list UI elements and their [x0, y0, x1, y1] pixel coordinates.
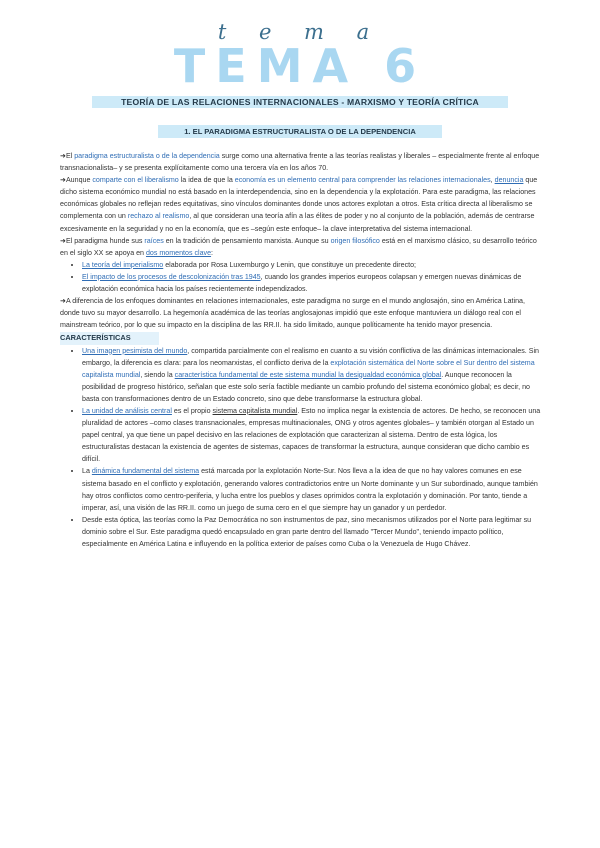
underlined: El impacto de los procesos de descolonización tras 1945	[82, 272, 261, 281]
list-item	[82, 271, 542, 295]
highlight: origen filosófico	[330, 236, 380, 245]
characteristics-heading: CARACTERÍSTICAS	[60, 332, 159, 344]
underlined: sistema capitalista mundial	[212, 406, 298, 415]
highlight: rechazo al realismo	[127, 212, 190, 221]
paragraph-1	[60, 150, 542, 174]
text: elaborada por Rosa Luxemburgo y Lenin, que constituye un precedente directo;	[163, 260, 417, 269]
text: ➜El	[60, 152, 75, 160]
text: está en el marxismo clásico, su desarrollo teórico en el siglo XX se apoya en	[60, 236, 537, 257]
text: , compartida parcialmente con el realismo en cuanto a su visión conflictiva de las dinámicas internacionales. Sin embargo, la diferencia es clara: para los neomarxistas, el conflicto deriva de la	[82, 346, 539, 367]
text: está marcada por la explotación Norte-Sur. Nos lleva a la idea de que no hay valores comunes en ese sistema basado en el conflicto y explotación, generando valores contradictorios entre un Norte dominante y un Sur subordinado, aunque también hay otros conflictos como centro-periferia, y lucha entre los pueblos y clases oprimidos contra la explotación y dominación. Por tanto, tiende a imperar, así, una visión de las RR.II. como un juego de suma cero en el que siempre hay un ganador y un perdedor.	[82, 467, 538, 512]
title-main: TEMA 6	[173, 39, 427, 93]
text: , al que consideran una teoría afín a las élites de poder y no al conjunto de la población, además de centrarse excesivamente en la seguridad y no en la economía, que es –según este enfoque– la clave interpretativa del sistema internacional.	[60, 212, 535, 233]
underlined: La teoría del imperialismo	[82, 260, 164, 269]
text: es el propio	[171, 406, 213, 415]
text: :	[211, 248, 214, 257]
paragraph-3	[60, 235, 542, 259]
text: La	[82, 467, 92, 476]
text: ➜El paradigma hunde sus	[60, 236, 145, 245]
paragraph-2	[60, 174, 542, 234]
list-item	[82, 405, 542, 465]
underlined: dos momentos clave	[145, 248, 212, 257]
text: la idea de que la	[178, 176, 235, 185]
list-item	[82, 259, 542, 271]
text: . Esto no implica negar la existencia de actores. De hecho, se reconocen una pluralidad de actores –como clases transnacionales, empresas multinacionales, ONG y otros agentes globales– y también otorgan al Estado un papel central, ya que tiene un papel decisivo en las relaciones de explotación que caracterizan al sistema. Dentro de esta lógica, los estructuralistas destacan la existencia de agentes de sistemas, capaces de transformar la estructura, aunque consideran que dicho cambio es difícil.	[82, 406, 541, 464]
text: , siendo la	[140, 370, 175, 379]
section-title: 1. EL PARADIGMA ESTRUCTURALISTA O DE LA DEPENDENCIA	[158, 125, 442, 138]
highlight: comparte con el liberalismo	[92, 176, 179, 185]
list-item	[82, 345, 542, 405]
text: , cuando los grandes imperios europeos colapsan y emergen nuevas dinámicas de explotación económica hacia los países recientemente independizados.	[82, 272, 522, 294]
bullet-list-roots	[60, 259, 542, 295]
text: ,	[490, 176, 495, 185]
underlined: dinámica fundamental del sistema	[91, 467, 200, 476]
highlight: raíces	[144, 236, 164, 245]
bullet-list-characteristics	[60, 345, 542, 551]
document-body	[60, 150, 542, 550]
text: en la tradición de pensamiento marxista. Aunque su	[163, 236, 331, 245]
title-script: t e m a	[217, 20, 383, 44]
highlight: economía es un elemento central para comprender las relaciones internacionales	[234, 176, 491, 185]
list-item	[82, 465, 542, 513]
text: surge como una alternativa frente a las teorías realistas y liberales – especialmente frente al enfoque transnacionalista– y se presenta explícitamente como una tercera vía en los años 70.	[60, 152, 540, 173]
paragraph-4: ➜A diferencia de los enfoques dominantes en relaciones internacionales, este paradigma no surge en el mundo anglosajón, sino en América Latina, donde tuvo su mayor desarrollo. La hegemonía académica de las teorías anglosajonas impidió que este enfoque mantuviera un diálogo real con el mainstream teórico, por lo que su impacto en la disciplina de las RR.II. ha sido limitado, aunque políticamente ha tenido mayor presencia.	[60, 297, 525, 330]
page-title	[0, 40, 600, 92]
underlined: Una imagen pesimista del mundo	[82, 346, 188, 355]
highlight: paradigma estructuralista o de la dependencia	[74, 152, 220, 160]
subtitle: TEORÍA DE LAS RELACIONES INTERNACIONALES - MARXISMO Y TEORÍA CRÍTICA	[92, 96, 508, 108]
text: . Aunque reconocen la posibilidad de progreso histórico, señalan que este solo sería factible mediante un cambio profundo del sistema económico global; es decir, no basta con transformaciones dentro de un Estado concreto, sino que debe transformarse la estructura global.	[82, 370, 530, 403]
underlined: característica fundamental de este sistema mundial la desigualdad económica global	[174, 370, 442, 379]
underlined: denuncia	[494, 176, 524, 185]
text: ➜Aunque	[60, 176, 93, 185]
list-item: • Desde esta óptica, las teorías como la Paz Democrática no son instrumentos de paz, sino mecanismos utilizados por el Norte para legitimar su dominio sobre el Sur. Este paradigma quedó encapsulado en gran parte dentro del llamado "Tercer Mundo", teniendo impacto político, especialmente en América Latina e influyendo en la política exterior de países como Cuba o la Venezuela de Hugo Chávez.	[82, 514, 542, 550]
text: que dicho sistema económico mundial no está basado en la interdependencia, sino en la dependencia y la explotación. Para este paradigma, las relaciones económicas globales no reflejan redes equitativas, sino vínculos dominantes donde unos actores explotan a otros. Esta crítica directa al liberalismo se complementa con un	[60, 176, 538, 221]
highlight: explotación sistemática del Norte sobre el Sur dentro del sistema capitalista mundial	[82, 358, 535, 379]
underlined: La unidad de análisis central	[82, 406, 172, 415]
